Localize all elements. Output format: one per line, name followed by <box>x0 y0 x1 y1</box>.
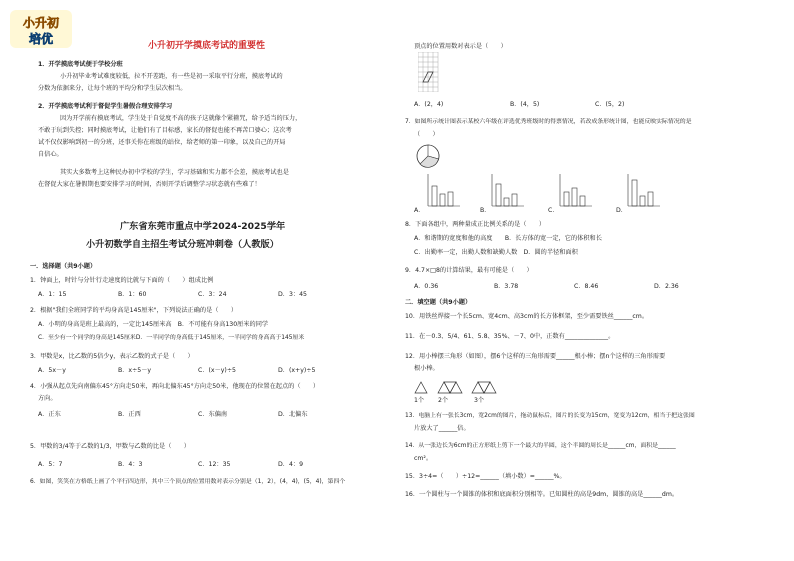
section1-heading: 一．选择题（共9小题） <box>30 263 97 270</box>
exam-title-line1: 广东省东莞市重点中学2024-2025学年 <box>120 221 286 232</box>
q8-stem: 8．下面各组中，两种量成正比例关系的是（ ） <box>405 221 546 228</box>
intro-title: 小升初开学摸底考试的重要性 <box>148 41 266 51</box>
q2-opts-ab: A．小明的身高是班上最高的，一定比145厘米高 B．不可能有身高130厘米的同学 <box>38 321 269 328</box>
q12-line1: 12．用小棒摆三角形（如图），摆6个这样的三角形需要______根小棒；摆n个这样的三角形需要 <box>405 353 666 360</box>
q9-stem: 9．4.7×□8的计算结果，最有可能是（ ） <box>405 267 533 274</box>
q7-opt-c: C． <box>548 207 559 214</box>
q9-opt-d: D．2.36 <box>654 283 679 290</box>
q4-opt-a: A．正东 <box>38 411 61 418</box>
q12-label-3: 3个 <box>474 397 485 404</box>
q5-opt-d: D．4：9 <box>278 461 304 468</box>
q7-line1: 7．如图所示统计图表示某校六年级在评选优秀班级时的得票情况，若改成条形统计图，也能反映实际情况的是 <box>405 119 692 125</box>
q4-opt-c: C．东偏南 <box>198 411 228 418</box>
q15-stem: 15．3÷4=（ ）÷12=______（填小数）=______%。 <box>405 473 566 480</box>
q5-opt-b: B．4：3 <box>118 461 143 468</box>
q1-opt-a: A．1：15 <box>38 291 67 298</box>
p1-heading: 1．开学摸底考试便于学校分班 <box>38 61 123 68</box>
q13-line1: 13．电脑上有一张长3cm，宽2cm的图片，拖动鼠标后，图片的长变为15cm，宽变为12cm，相当于把这张图 <box>405 413 695 419</box>
q16-stem: 16．一个圆柱与一个圆锥的体积和底面积分别相等。已知圆柱的高是9dm，圆锥的高是______dm。 <box>405 491 679 498</box>
q6-stem: 6．如图，笑笑在方格纸上画了个平行四边形，其中三个顶点的位置用数对表示分别是（1，2），(4，4)，(5，4)，第四个 <box>30 479 346 485</box>
q4-line2: 方向。 <box>38 395 57 402</box>
q1-opt-d: D．3：45 <box>278 291 307 298</box>
p2-line1: 因为开学前有摸底考试，学生处于自觉度不高的孩子这就像个紧箍咒，给予适当的压力， <box>60 115 302 122</box>
q1-opt-c: C．3：24 <box>198 291 227 298</box>
q7-line2: （ ） <box>414 131 439 138</box>
q4-opt-b: B．正西 <box>118 411 141 418</box>
p3-line1: 其实大多数考上这种民办初中学校的学生，学习基础和实力都不会差，摸底考试也是 <box>60 169 289 176</box>
q6-opt-c: C．(5，2) <box>595 101 625 108</box>
q7-opt-b: B． <box>480 207 491 214</box>
q6-grid-figure <box>418 52 440 92</box>
q9-opt-a: A．0.36 <box>414 283 439 290</box>
q1-stem: 1．钟面上，时针与分针行走速度的比就与下面的（ ）组成比例 <box>30 277 214 284</box>
p2-heading: 2．开学摸底考试利于督促学生暑假合理安排学习 <box>38 103 173 110</box>
q7-opt-a: A． <box>414 207 425 214</box>
q2-opts-cd: C．至少有一个同学的身高是145厘米D．一半同学的身高低于145厘米，一半同学的身高高于145厘米 <box>38 335 305 341</box>
brand-logo <box>10 10 72 48</box>
q12-line2: 根小棒。 <box>414 365 439 372</box>
p3-line2: 在督促大家在暑假期也要安排学习的时间，否则开学后调整学习状态就有些难了！ <box>38 181 261 188</box>
q12-label-2: 2个 <box>438 397 449 404</box>
q12-label-1: 1个 <box>414 397 425 404</box>
p2-line2: 不敢于玩到失控；同时摸底考试，让他们有了目标感，家长的督促也能不再苦口婆心；这次考 <box>38 127 292 134</box>
q4-opt-d: D．北偏东 <box>278 411 308 418</box>
q12-triangles-figure <box>414 380 504 394</box>
q1-opt-b: B．1：60 <box>118 291 147 298</box>
q3-opt-d: D．(x+y)÷5 <box>278 367 316 374</box>
q6-opt-a: A．(2，4) <box>414 101 444 108</box>
q7-option-b-chart <box>490 172 526 208</box>
p2-line4: 自信心。 <box>38 151 63 158</box>
q3-opt-c: C．(x－y)÷5 <box>198 367 236 374</box>
q13-line2: 片放大了______倍。 <box>414 425 470 432</box>
q3-stem: 3．甲数是x，比乙数的5倍少y，表示乙数的式子是（ ） <box>30 353 194 360</box>
q5-opt-c: C．12：35 <box>198 461 231 468</box>
p1-line2: 分数为依据来分，让每个班的平均分和学生层次相当。 <box>38 85 187 92</box>
svg-text:培优: 培优 <box>28 32 54 46</box>
q11-stem: 11．在－0.3、5/4、61、5.8、35%、－7、0中，正数有______________。 <box>405 333 615 340</box>
q6-opt-b: B．(4，5) <box>510 101 540 108</box>
q6-continued: 顶点的位置用数对表示是（ ） <box>414 43 507 50</box>
p2-line3: 试不仅仅影响到初一的分班，还事关你在班级的站位，给老师的第一印象，以及自己的开局 <box>38 139 286 146</box>
q5-opt-a: A．5：7 <box>38 461 63 468</box>
svg-text:小升初: 小升初 <box>22 16 60 30</box>
q9-opt-b: B．3.78 <box>494 283 519 290</box>
q7-option-d-chart <box>626 172 662 208</box>
p1-line1: 小升初毕业考试难度较低，拉不开差距，有一些是初一采取平行分班，摸底考试的 <box>60 73 283 80</box>
q7-pie-chart <box>415 143 441 169</box>
q9-opt-c: C．8.46 <box>574 283 599 290</box>
q10-stem: 10．用铁丝焊接一个长5cm、宽4cm、高3cm的长方体框架，至少需要铁丝______cm。 <box>405 313 649 320</box>
q4-line1: 4．小强从起点先向南偏东45°方向走50米，再向北偏东45°方向走50米，他现在的位置在起点的（ ） <box>30 383 320 390</box>
q14-line1: 14．从一张边长为6cm的正方形纸上剪下一个最大的半圆，这个半圆的周长是______cm，面积是______ <box>405 443 676 449</box>
q3-opt-a: A．5x－y <box>38 367 66 374</box>
q7-opt-d: D． <box>616 207 627 214</box>
q2-stem: 2．根据"我们全班同学的平均身高是145厘米"，下列说法正确的是（ ） <box>30 307 238 314</box>
q3-opt-b: B．x÷5－y <box>118 367 152 374</box>
q7-option-a-chart <box>426 172 462 208</box>
q5-stem: 5．甲数的3/4等于乙数的1/3，甲数与乙数的比是（ ） <box>30 443 190 450</box>
section2-heading: 二．填空题（共9小题） <box>405 299 472 306</box>
q7-option-c-chart <box>558 172 594 208</box>
q14-line2: cm²。 <box>414 455 433 462</box>
exam-title-line2: 小升初数学自主招生考试分班冲刺卷（人教版） <box>86 239 279 250</box>
q8-opts-ab: A．和谐期的宽度和他的高度 B．长方体的宽一定，它的体积和长 <box>414 235 602 242</box>
q8-opts-cd: C．出勤率一定，出勤人数和缺勤人数 D．圆的半径和面积 <box>414 249 578 256</box>
